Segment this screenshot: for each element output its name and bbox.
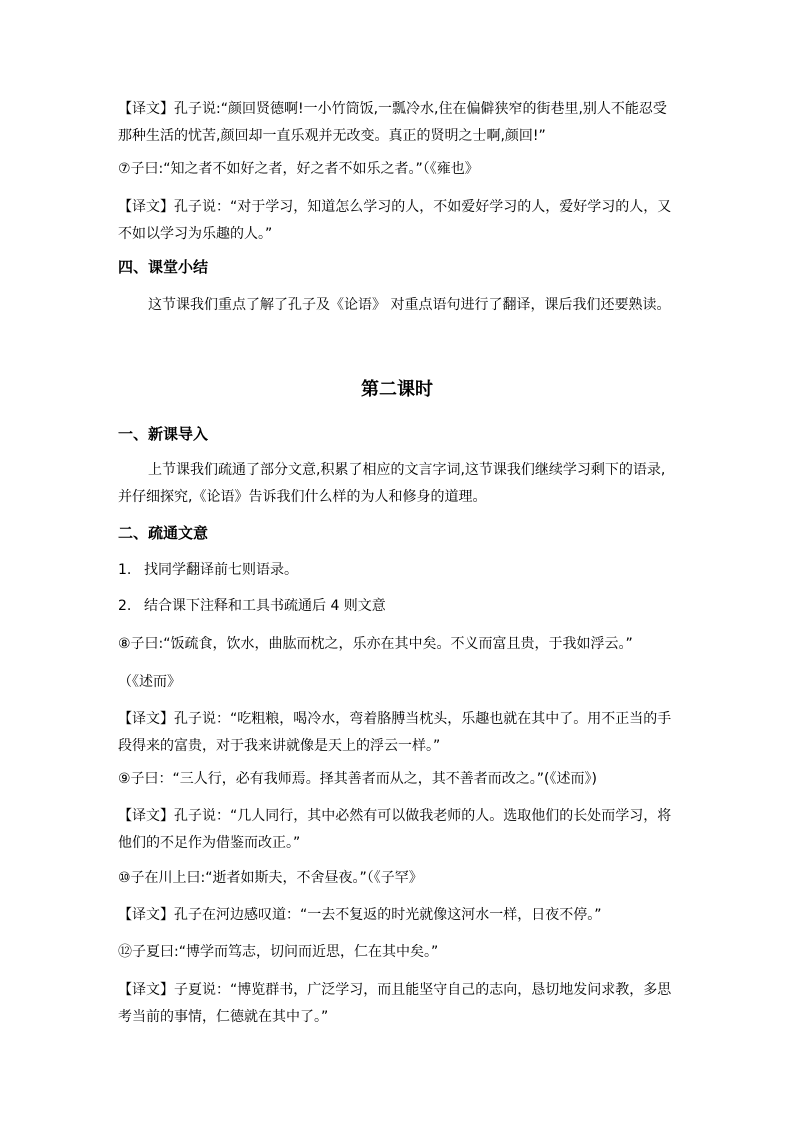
summary-text: 这节课我们重点了解了孔子及《论语》 对重点语句进行了翻译，课后我们还要熟读。 [148, 297, 671, 313]
intro-text: 上节课我们疏通了部分文意,积累了相应的文言字词,这节课我们继续学习剩下的语录,并仔细探究,《论语》告诉我们什么样的为人和修身的道理。 [118, 462, 666, 505]
translation-9: 【译文】孔子说：“几人同行，其中必然有可以做我老师的人。选取他们的长处而学习，将他们的不足作为借鉴而改正。” [118, 808, 672, 851]
intro-heading: 一、新课导入 [118, 425, 209, 443]
translation-paragraph-6: 【译文】孔子说:“颜回贤德啊!一小竹筒饭,一瓢冷水,住在偏僻狭窄的街巷里,别人不能忍受那种生活的忧苦,颜回却一直乐观并无改变。真正的贤明之士啊,颜回!” [118, 101, 667, 144]
step-2-text: 结合课下注释和工具书疏通后 4 则文意 [144, 598, 386, 614]
quote-12: ⑫子夏曰:“博学而笃志，切问而近思，仁在其中矣。” [118, 944, 439, 960]
step-2-number: 2. [118, 598, 132, 614]
step-1-number: 1. [118, 562, 132, 578]
section2-heading: 二、疏通文意 [118, 524, 209, 542]
translation-12: 【译文】子夏说：“博览群书，广泛学习，而且能坚守自己的志向，恳切地发问求教，多思考当前的事情，仁德就在其中了。” [118, 982, 672, 1025]
lesson-title: 第二课时 [361, 379, 433, 400]
translation-10: 【译文】孔子在河边感叹道：“一去不复返的时光就像这河水一样，日夜不停。” [118, 907, 602, 923]
step-1 [118, 557, 678, 584]
quote-7: ⑦子曰:“知之者不如好之者，好之者不如乐之者。”（《雍也》 [118, 161, 479, 177]
translation-8: 【译文】孔子说：“吃粗粮，喝冷水，弯着胳膊当枕头，乐趣也就在其中了。用不正当的手段得来的富贵，对于我来讲就像是天上的浮云一样。” [118, 711, 672, 754]
step-1-text: 找同学翻译前七则语录。 [144, 562, 298, 578]
summary-heading: 四、课堂小结 [118, 258, 209, 276]
quote-9: ⑨子曰：“三人行，必有我师焉。择其善者而从之，其不善者而改之。”(《述而》) [118, 771, 597, 787]
step-2 [118, 593, 678, 620]
quote-10: ⑩子在川上曰:“逝者如斯夫，不舍昼夜。”（《子罕》 [118, 870, 423, 886]
quote-8: ⑧子曰:“饭疏食，饮水，曲肱而枕之，乐亦在其中矣。不义而富且贵，于我如浮云。” [118, 636, 633, 652]
quote-8-source: （《述而》 [118, 674, 181, 690]
translation-paragraph-7: 【译文】孔子说：“对于学习，知道怎么学习的人，不如爱好学习的人，爱好学习的人，又不如以学习为乐趣的人。” [118, 199, 672, 242]
